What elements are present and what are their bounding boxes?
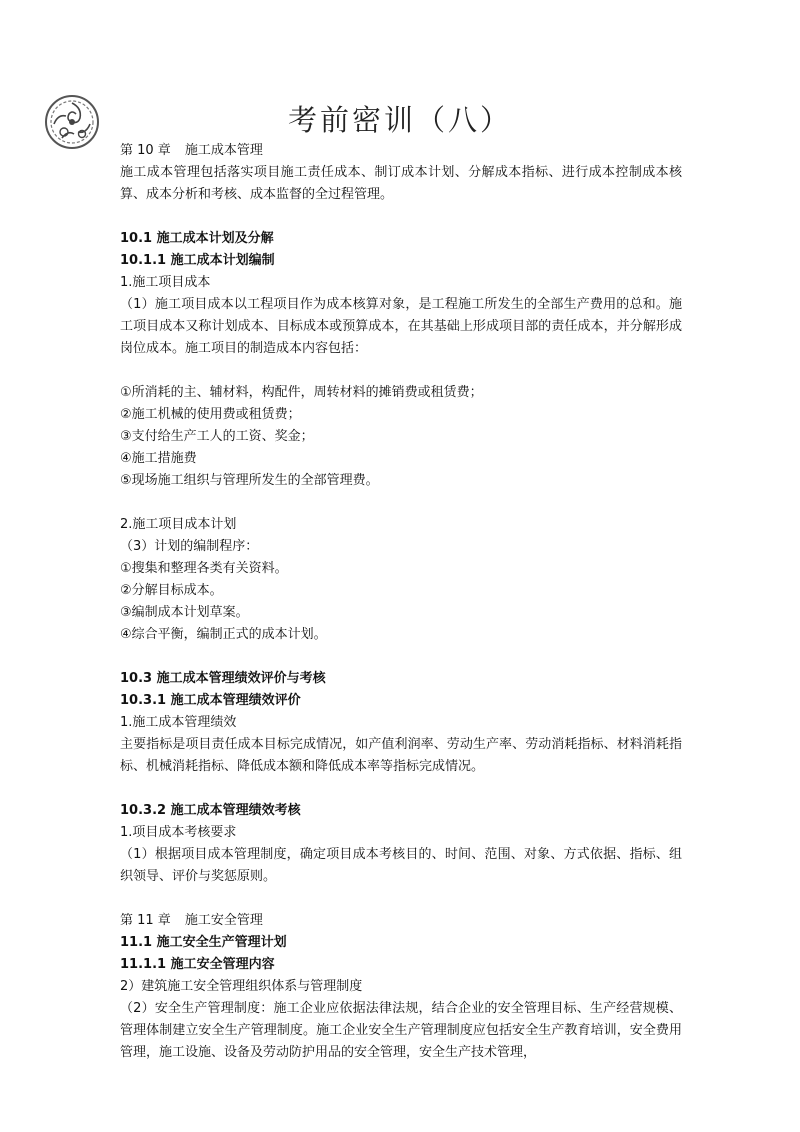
item-heading: 2.施工项目成本计划 bbox=[120, 517, 237, 532]
list-item: ①搜集和整理各类有关资料。 bbox=[120, 561, 288, 576]
paragraph: 主要指标是项目责任成本目标完成情况，如产值利润率、劳动生产率、劳动消耗指标、材料消耗指标、机械消耗指标、降低成本额和降低成本率等指标完成情况。 bbox=[120, 737, 682, 774]
chapter-11-heading bbox=[120, 910, 682, 932]
list-item: ②分解目标成本。 bbox=[120, 583, 223, 598]
page-title: 考前密训（八） bbox=[287, 103, 512, 137]
item-heading: 1.施工成本管理绩效 bbox=[120, 715, 237, 730]
list-item: ③编制成本计划草案。 bbox=[120, 605, 249, 620]
subsection-heading: 11.1.1 施工安全管理内容 bbox=[120, 957, 275, 972]
chapter-10-heading bbox=[120, 140, 682, 162]
paragraph: （2）安全生产管理制度：施工企业应依据法律法规，结合企业的安全管理目标、生产经营规模、管理体制建立安全生产管理制度。施工企业安全生产管理制度应包括安全生产教育培训，安全费用管理，施工设施、设备及劳动防护用品的安全管理，安全生产技术管理， bbox=[120, 1001, 682, 1060]
subsection-heading: 10.3.1 施工成本管理绩效评价 bbox=[120, 693, 301, 708]
section-heading: 10.1 施工成本计划及分解 bbox=[120, 231, 274, 246]
list-item: ②施工机械的使用费或租赁费； bbox=[120, 407, 301, 422]
list-item: ④综合平衡，编制正式的成本计划。 bbox=[120, 627, 327, 642]
chapter-title: 施工成本管理 bbox=[184, 143, 263, 158]
subsection-heading: 10.3.2 施工成本管理绩效考核 bbox=[120, 803, 301, 818]
list-item: ④施工措施费 bbox=[120, 451, 197, 466]
chapter-number: 第 10 章 bbox=[120, 143, 171, 158]
list-item: ③支付给生产工人的工资、奖金； bbox=[120, 429, 314, 444]
section-heading: 11.1 施工安全生产管理计划 bbox=[120, 935, 287, 950]
section-heading: 10.3 施工成本管理绩效评价与考核 bbox=[120, 671, 326, 686]
chapter-title: 施工安全管理 bbox=[184, 913, 263, 928]
paragraph: （1）施工项目成本以工程项目作为成本核算对象，是工程施工所发生的全部生产费用的总和。施工项目成本又称计划成本、目标成本或预算成本，在其基础上形成项目部的责任成本，并分解形成岗位成本。施工项目的制造成本内容包括： bbox=[120, 297, 682, 356]
chapter-number: 第 11 章 bbox=[120, 913, 171, 928]
item-heading: 2）建筑施工安全管理组织体系与管理制度 bbox=[120, 979, 363, 994]
item-heading: 1.项目成本考核要求 bbox=[120, 825, 237, 840]
chapter-intro: 施工成本管理包括落实项目施工责任成本、制订成本计划、分解成本指标、进行成本控制成本核算、成本分析和考核、成本监督的全过程管理。 bbox=[120, 165, 682, 202]
item-heading: 1.施工项目成本 bbox=[120, 275, 211, 290]
paragraph: （1）根据项目成本管理制度，确定项目成本考核目的、时间、范围、对象、方式依据、指标、组织领导、评价与奖惩原则。 bbox=[120, 847, 682, 884]
subsection-heading: 10.1.1 施工成本计划编制 bbox=[120, 253, 275, 268]
list-item: ①所消耗的主、辅材料，构配件，周转材料的摊销费或租赁费； bbox=[120, 385, 483, 400]
list-item: ⑤现场施工组织与管理所发生的全部管理费。 bbox=[120, 473, 379, 488]
paragraph: （3）计划的编制程序： bbox=[120, 539, 259, 554]
document-body bbox=[120, 140, 682, 1064]
